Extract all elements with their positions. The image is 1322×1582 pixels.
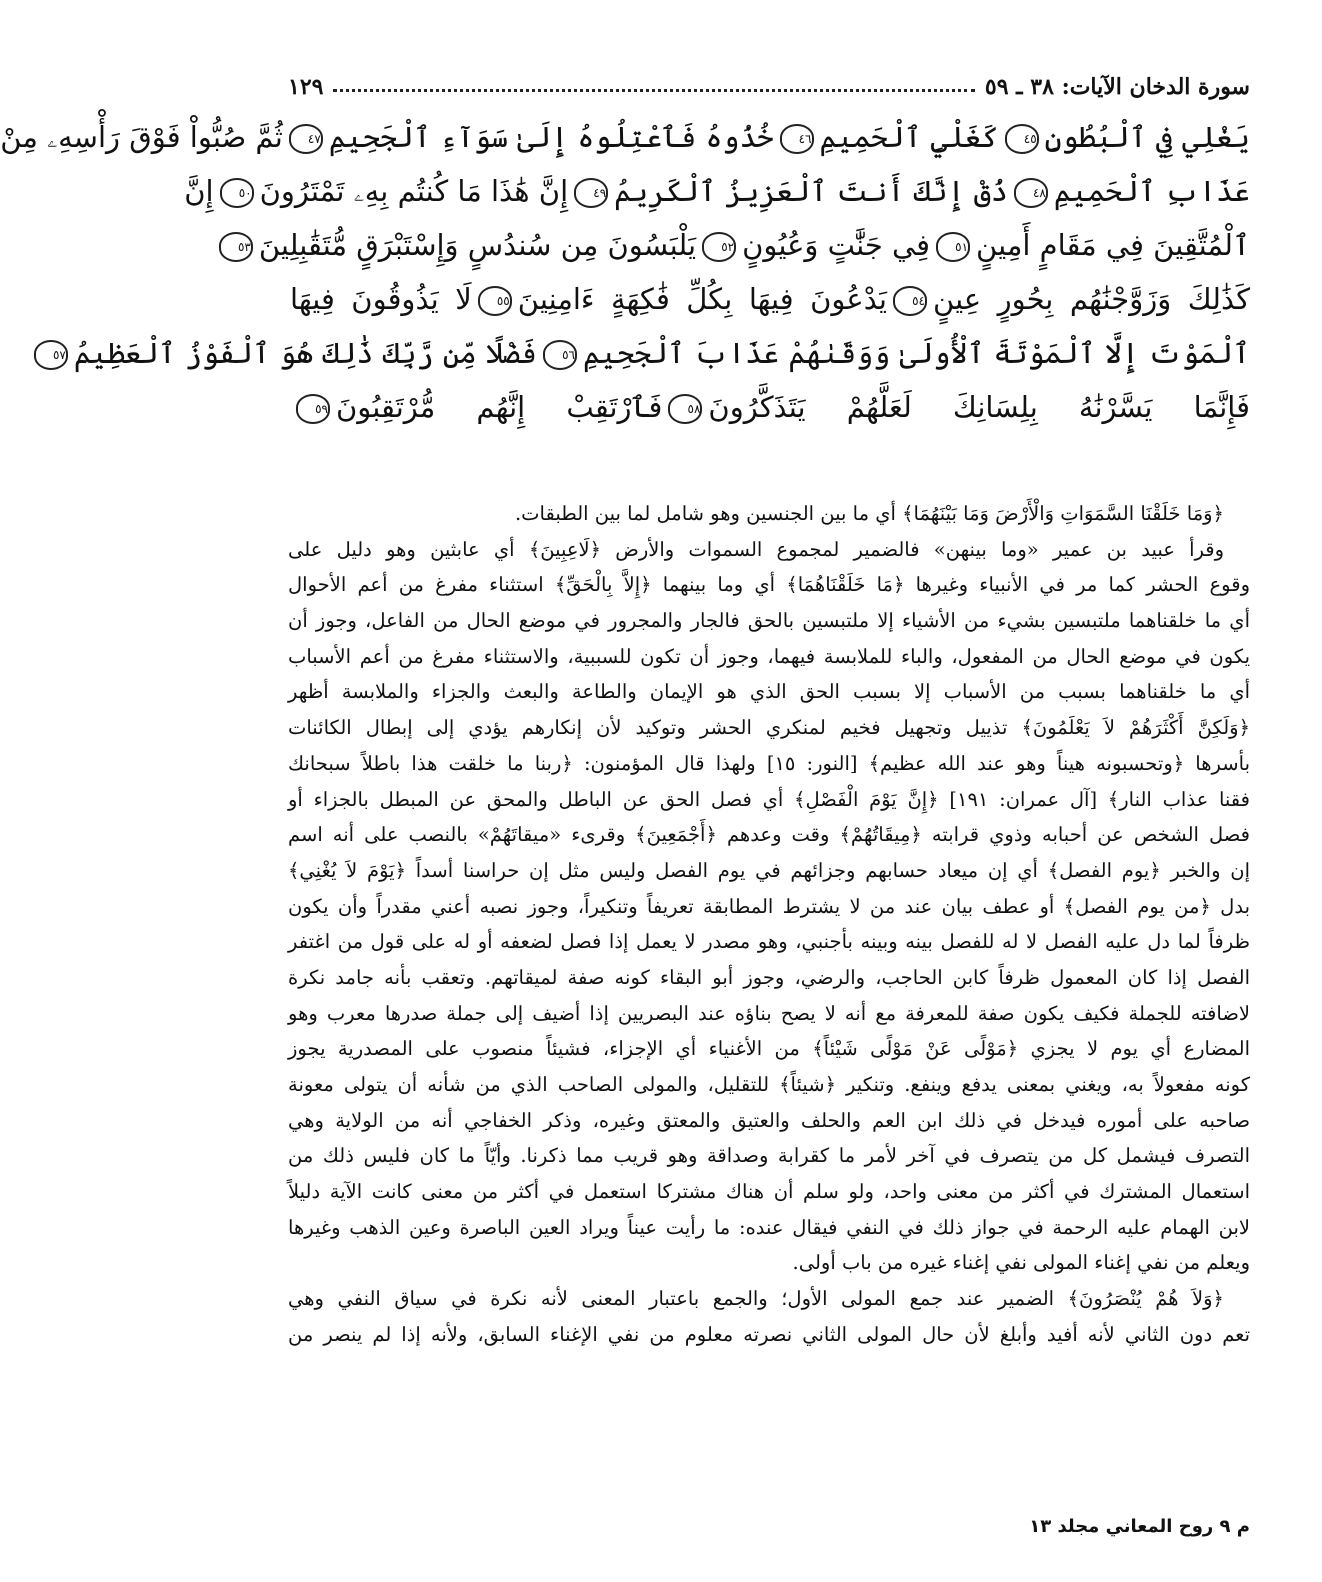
ayah-number-marker: ٤٩ [574, 178, 608, 208]
commentary-line: وقوع الحشر كما مر في الأنبياء وغيرها ﴿مَا خَلَقْنَاهُمَا﴾ أي وما بينهما ﴿إِلاَّ بِالْحَقِّ﴾ استثناء مفرغ من أعم الأحوال [288, 573, 1250, 597]
commentary-line: ويعلم من نفي إغناء المولى نفي إغناء غيره من باب أولى. [792, 1251, 1250, 1275]
ayah-number-marker: ٤٧ [289, 124, 323, 154]
ayah-number-marker: ٤٨ [1014, 178, 1048, 208]
commentary-line: بأسرها ﴿وتحسبونه هيناً وهو عند الله عظيم﴾ [النور: ١٥] ولهذا قال المؤمنون: ﴿ربنا ما خلقت هذا باطلاً سبحانك [288, 751, 1250, 775]
verse-text: فَضْلًا مِّن رَّبِّكَ ذَٰلِكَ هُوَ ٱلْفَوْزُ ٱلْعَظِيمُ [73, 336, 537, 370]
commentary-line: الفصل إذا كان المعمول ظرفاً كابن الحاجب، والرضي، وجوز أبو البقاء كونه صفة لميقاتهم. وتعقب بأنه جامد نكرة [288, 965, 1250, 989]
ayah-number-marker: ٥٩ [296, 394, 330, 424]
verse-text: يَغْلِي فِي ٱلْبُطُونِ [1044, 120, 1250, 154]
ayah-number-marker: ٥٧ [34, 340, 68, 370]
verse-line [290, 380, 1250, 434]
page-number: ١٢٩ [288, 74, 324, 100]
commentary-line: لابن الهمام عليه الرحمة في جواز ذلك في النفي فيقال عنده: ما رأيت عيناً ويراد العين الباصرة وعين الذهب وغيرها [288, 1215, 1250, 1239]
commentary-line: استعمال المشترك في أكثر من معنى واحد، ولو سلم أن هناك مشتركا استعمل في أكثر من معنى كانت الآية دليلاً [288, 1180, 1250, 1204]
commentary-line: وقرأ عبيد بن عمير «وما بينهن» فالضمير لمجموع السموات والأرض ﴿لَاعِبِينَ﴾ أي عابثين وهو دليل على [288, 537, 1224, 561]
commentary-line: التصرف فيشمل كل من يتصرف في آخر لأمر ما كقرابة وصداقة وهو قريب مما ذكرنا. وأيّاً ما كان فليس ذلك من [288, 1144, 1250, 1168]
running-title: سورة الدخان الآيات: ٣٨ ـ ٥٩ [984, 74, 1250, 100]
commentary-line: بدل ﴿من يوم الفصل﴾ أو عطف بيان عند من لا يشترط المطابقة تعريفاً وتنكيراً، وجوز نصبه أعني مقدراً وأن يكون [288, 894, 1250, 918]
commentary-line: ﴿وَمَا خَلَقْنَا السَّمَوَاتِ وَالْأَرْضَ وَمَا بَيْنَهُمَا﴾ أي ما بين الجنسين وهو شامل لما بين الطبقات. [514, 502, 1224, 525]
ayah-number-marker: ٥٠ [220, 178, 254, 208]
verse-text: فِي جَنَّٰتٍ وَعُيُونٍ [742, 228, 931, 262]
ayah-number-marker: ٥٥ [478, 286, 512, 316]
verse-text: يَدْعُونَ فِيهَا بِكُلِّ فَٰكِهَةٍ ءَامِنِينَ [517, 282, 887, 316]
verse-text: ذُقْ إِنَّكَ أَنتَ ٱلْعَزِيزُ ٱلْكَرِيمُ [614, 174, 1008, 208]
commentary-line: ﴿وَلاَ هُمْ يُنْصَرُونَ﴾ الضمير عند جمع المولى الأول؛ والجمع باعتبار المعنى لأنه نكرة في سياق النفي وهي [288, 1287, 1224, 1311]
verse-text: ٱلْمُتَّقِينَ فِي مَقَامٍ أَمِينٍ [976, 228, 1250, 262]
commentary-line: فصل الشخص عن أحبابه وذوي قرابته ﴿مِيقَاتُهُمْ﴾ وقت وعدهم ﴿أَجْمَعِينَ﴾ وقرىء «ميقاتَهُمْ» بالنصب على أنه اسم [288, 823, 1250, 847]
verse-text: ٱلْمَوْتَ إِلَّا ٱلْمَوْتَةَ ٱلْأُولَىٰ وَوَقَىٰهُمْ عَذَابَ ٱلْجَحِيمِ [582, 336, 1250, 370]
commentary-line: ظرفاً لما دل عليه الفصل لا له للفصل بينه وبينه بأجنبي، وهو مصدر لا يعمل إذا فصل لضعفه أو له على قول من اغتفر [288, 930, 1250, 954]
ayah-number-marker: ٤٥ [1005, 124, 1039, 154]
verse-text: فَٱرْتَقِبْ إِنَّهُم مُّرْتَقِبُونَ [336, 390, 663, 424]
commentary-line: يكون في موضع الحال من المفعول، والباء للملابسة فيهما، وجوز أن تكون للسببية، والاستثناء مفرغ من أعم الأسباب [288, 644, 1250, 668]
verse-text: ثُمَّ صُبُّواْ فَوْقَ رَأْسِهِۦ مِنْ [0, 120, 283, 154]
commentary-line: ﴿وَلَكِنَّ أَكْثَرَهُمْ لاَ يَعْلَمُونَ﴾ تذييل وتجهيل فخيم لمنكري الحشر وتوكيد لأن إنكارهم يؤدي إلى إبطال الكائنات [288, 716, 1250, 740]
verse-text: يَلْبَسُونَ مِن سُندُسٍ وَإِسْتَبْرَقٍ مُّتَقَٰبِلِينَ [258, 228, 697, 262]
commentary-line: كونه مفعولاً به، ويغني بمعنى يدفع وينفع. وتنكير ﴿شيئاً﴾ للتقليل، والمولى الصاحب الذي من شأنه أن يتولى معونة [288, 1073, 1250, 1096]
commentary-line: إن والخبر ﴿يوم الفصل﴾ أي إن ميعاد حسابهم وجزائهم في يوم الفصل وليس مثل إن حراسنا أسداً ﴿يَوْمَ لاَ يُغْنِي﴾ [288, 858, 1250, 882]
verse-text: خُذُوهُ فَٱعْتِلُوهُ إِلَىٰ سَوَآءِ ٱلْجَحِيمِ [328, 120, 774, 154]
verse-text: لَا يَذُوقُونَ فِيهَا [290, 282, 472, 316]
page-header [288, 66, 1250, 100]
ayah-number-marker: ٥٦ [543, 340, 577, 370]
verse-line [184, 164, 1250, 218]
commentary-line: تعم دون الثاني لأنه أفيد وأبلغ لأن حال المولى الثاني نصرته معلوم من نفي الإغناء السابق، ولأنه إذا لم ينصر من [288, 1322, 1250, 1346]
verse-text: كَغَلْيِ ٱلْحَمِيمِ [819, 120, 999, 154]
leader-dots [333, 89, 974, 92]
commentary-line: فقنا عذاب النار﴾ [آل عمران: ١٩١] ﴿إِنَّ يَوْمَ الْفَصْلِ﴾ أي فصل الحق عن الباطل والمحق عن المبطل بالجزاء أو [288, 787, 1250, 811]
commentary-line: المضارع أي يوم لا يجزي ﴿مَوْلًى عَنْ مَوْلًى شَيْئاً﴾ من الأغنياء أي الإجزاء، فشيئاً منصوب على المصدرية يجوز [288, 1037, 1250, 1061]
commentary-line: أي ما خلقناهما بسبب من الأسباب إلا بسبب الحق الذي هو الإيمان والطاعة والبعث والجزاء والملابسة أظهر [288, 680, 1250, 704]
verse-line [52, 326, 1250, 380]
verse-text: كَذَٰلِكَ وَزَوَّجْنَٰهُم بِحُورٍ عِينٍ [933, 282, 1250, 316]
verse-line [290, 272, 1250, 326]
commentary-line: لاضافته للجملة فكيف يكون صفة للمعرفة مع أنه لا يصح بناؤه عند البصريين إذا أضيف إلى جملة صدرها معرب وهو [288, 1001, 1250, 1025]
verse-line [0, 110, 1250, 164]
verse-text: إِنَّ [184, 174, 214, 208]
verse-text: عَذَابِ ٱلْحَمِيمِ [1053, 174, 1250, 208]
ayah-number-marker: ٥٨ [668, 394, 702, 424]
commentary-line: صاحبه على أموره فيدخل في ذلك ابن العم والحلف والعتيق والمعتق وغيره، وذكر الخفاجي أنه من الولاية وهي [288, 1108, 1250, 1132]
verse-text: إِنَّ هَٰذَا مَا كُنتُم بِهِۦ تَمْتَرُونَ [259, 174, 569, 208]
signature-mark: م ٩ روح المعاني مجلد ١٣ [1029, 1516, 1250, 1537]
ayah-number-marker: ٤٦ [780, 124, 814, 154]
quran-verses-block [0, 110, 1250, 490]
ayah-number-marker: ٥١ [936, 232, 970, 262]
commentary-line: أي ما خلقناهما ملتبسين بشيء من الأشياء إلا ملتبسين بالحق فالجار والمجرور في موضع الحال من الفاعل، وجوز أن [288, 609, 1250, 633]
commentary-block [288, 496, 1250, 1496]
ayah-number-marker: ٥٢ [702, 232, 736, 262]
ayah-number-marker: ٥٤ [893, 286, 927, 316]
verse-text: فَإِنَّمَا يَسَّرْنَٰهُ بِلِسَانِكَ لَعَلَّهُمْ يَتَذَكَّرُونَ [708, 390, 1250, 424]
ayah-number-marker: ٥٣ [219, 232, 253, 262]
verse-line [237, 218, 1250, 272]
